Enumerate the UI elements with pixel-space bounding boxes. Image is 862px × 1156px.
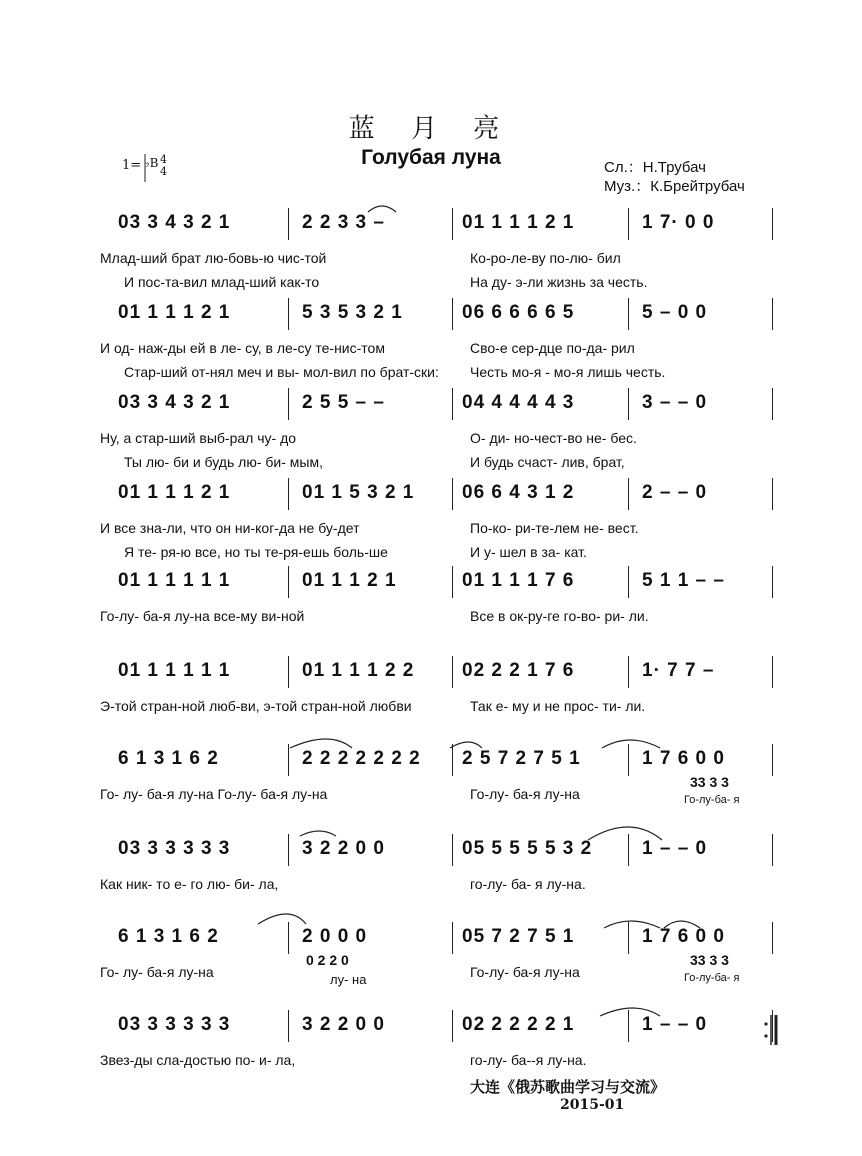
lyric-line: Э-той стран-ной люб-ви, э-той стран-ной любви (100, 698, 412, 714)
lyric-line: О- ди- но-чест-во не- бес. (470, 430, 637, 446)
measure-notes: 5 3 5 3 2 1 (302, 302, 403, 323)
measure-notes: 2 2 2 2 2 2 2 (302, 748, 421, 769)
measure-notes: 1 7 6 0 0 (642, 748, 725, 769)
lyric-line: Го-лу- ба-я лу-на все-му ви-ной (100, 608, 305, 624)
measure-notes: 06 6 4 3 1 2 (462, 482, 575, 503)
echo-lyric: Го-лу-ба- я (684, 972, 740, 984)
key-prefix: 1= (122, 158, 142, 173)
measure-notes: 03 3 4 3 2 1 (118, 392, 231, 413)
lyricist: Сл.：Н.Трубач (604, 159, 706, 176)
lyric-line: Звез-ды сла-достью по- и- ла, (100, 1052, 296, 1068)
measure-notes: 2 0 0 0 (302, 926, 368, 947)
lyric-line: Стар-ший от-нял меч и вы- мол-вил по брат-ски: (124, 364, 439, 380)
measure-notes: 3 2 2 0 0 (302, 1014, 385, 1035)
lyric-line: На ду- э-ли жизнь за честь. (470, 274, 648, 290)
lyric-line: И все зна-ли, что он ни-ког-да не бу-дет (100, 520, 360, 536)
measure-notes: 1 – – 0 (642, 1014, 708, 1035)
measure-notes: 01 1 1 2 1 (302, 570, 397, 591)
lyric-line: Го- лу- ба-я лу-на Го-лу- ба-я лу-на (100, 786, 328, 802)
measure-notes: 01 1 1 1 2 2 (302, 660, 415, 681)
lyric-line: Ну, а стар-ший выб-рал чу- до (100, 430, 297, 446)
lyric-line: Млад-ший брат лю-бовь-ю чис-той (100, 250, 327, 266)
measure-notes: 05 5 5 5 5 3 2 (462, 838, 593, 859)
lyric-line: И у- шел в за- кат. (470, 544, 587, 560)
measure-notes: 1 7· 0 0 (642, 212, 715, 233)
measure-notes: 01 1 1 1 2 1 (118, 482, 231, 503)
lyric-line: го-лу- ба--я лу-на. (470, 1052, 587, 1068)
lyric-line: Ко-ро-ле-ву по-лю- бил (470, 250, 621, 266)
measure-notes: 06 6 6 6 6 5 (462, 302, 575, 323)
lyric-line: Так е- му и не прос- ти- ли. (470, 698, 646, 714)
measure-notes: 1· 7 7 – (642, 660, 715, 681)
measure-notes: 2 5 5 – – (302, 392, 385, 413)
lyric-line: И од- наж-ды ей в ле- су, в ле-су те-нис-том (100, 340, 385, 356)
measure-notes: 02 2 2 2 2 1 (462, 1014, 575, 1035)
measure-notes: 5 1 1 – – (642, 570, 725, 591)
lyric-line: По-ко- ри-те-лем не- вест. (470, 520, 639, 536)
lyric-line: И будь счаст- лив, брат, (470, 454, 625, 470)
lyric-line: Честь мо-я - мо-я лишь честь. (470, 364, 666, 380)
measure-notes: 3 – – 0 (642, 392, 708, 413)
lyric-line: Все в ок-ру-ге го-во- ри- ли. (470, 608, 649, 624)
echo-notes: 33 3 3 (690, 952, 729, 968)
measure-notes: 03 3 3 3 3 3 (118, 1014, 231, 1035)
measure-notes: 6 1 3 1 6 2 (118, 748, 219, 769)
lyric-line: Я те- ря-ю все, но ты те-ря-ешь боль-ше (124, 544, 388, 560)
echo-lyric: Го-лу-ба- я (684, 794, 740, 806)
measure-notes: 01 1 1 1 2 1 (462, 212, 575, 233)
measure-notes: 01 1 1 1 2 1 (118, 302, 231, 323)
key-flat: ♭B (144, 156, 159, 170)
measure-notes: 2 5 7 2 7 5 1 (462, 748, 581, 769)
measure-notes: 01 1 1 1 7 6 (462, 570, 575, 591)
measure-notes: 01 1 1 1 1 1 (118, 660, 231, 681)
footer-source: 大连《俄苏歌曲学习与交流》 (470, 1078, 666, 1096)
lyric-line: И пос-та-вил млад-ший как-то (124, 274, 320, 290)
measure-notes: 01 1 5 3 2 1 (302, 482, 415, 503)
time-bottom: 4 (160, 165, 167, 178)
measure-notes: 03 3 3 3 3 3 (118, 838, 231, 859)
measure-notes: 03 3 4 3 2 1 (118, 212, 231, 233)
harmony-lyric: лу- на (330, 972, 367, 987)
lyric-line: го-лу- ба- я лу-на. (470, 876, 586, 892)
measure-notes: 6 1 3 1 6 2 (118, 926, 219, 947)
harmony-notes: 0 2 2 0 (306, 952, 349, 968)
title-russian: Голубая луна (361, 146, 501, 169)
lyric-line: Ты лю- би и будь лю- би- мым, (124, 454, 323, 470)
measure-notes: 3 2 2 0 0 (302, 838, 385, 859)
lyric-line: Го-лу- ба-я лу-на (470, 964, 580, 980)
measure-notes: 2 – – 0 (642, 482, 708, 503)
lyric-line: Как ник- то е- го лю- би- ла, (100, 876, 279, 892)
time-top: 4 (160, 153, 167, 166)
measure-notes: 5 – 0 0 (642, 302, 708, 323)
measure-notes: 2 2 3 3 – (302, 212, 385, 233)
title-chinese: 蓝 月 亮 (348, 114, 514, 144)
composer: Муз.：К.Брейтрубач (604, 178, 745, 195)
measure-notes: 02 2 2 1 7 6 (462, 660, 575, 681)
footer-date: 2015-01 (560, 1097, 625, 1113)
echo-notes: 33 3 3 (690, 774, 729, 790)
lyric-line: Сво-е сер-дце по-да- рил (470, 340, 635, 356)
measure-notes: 01 1 1 1 1 1 (118, 570, 231, 591)
measure-notes: 05 7 2 7 5 1 (462, 926, 575, 947)
lyric-line: Го- лу- ба-я лу-на (100, 964, 214, 980)
measure-notes: 1 7 6 0 0 (642, 926, 725, 947)
measure-notes: 04 4 4 4 4 3 (462, 392, 575, 413)
lyric-line: Го-лу- ба-я лу-на (470, 786, 580, 802)
measure-notes: 1 – – 0 (642, 838, 708, 859)
